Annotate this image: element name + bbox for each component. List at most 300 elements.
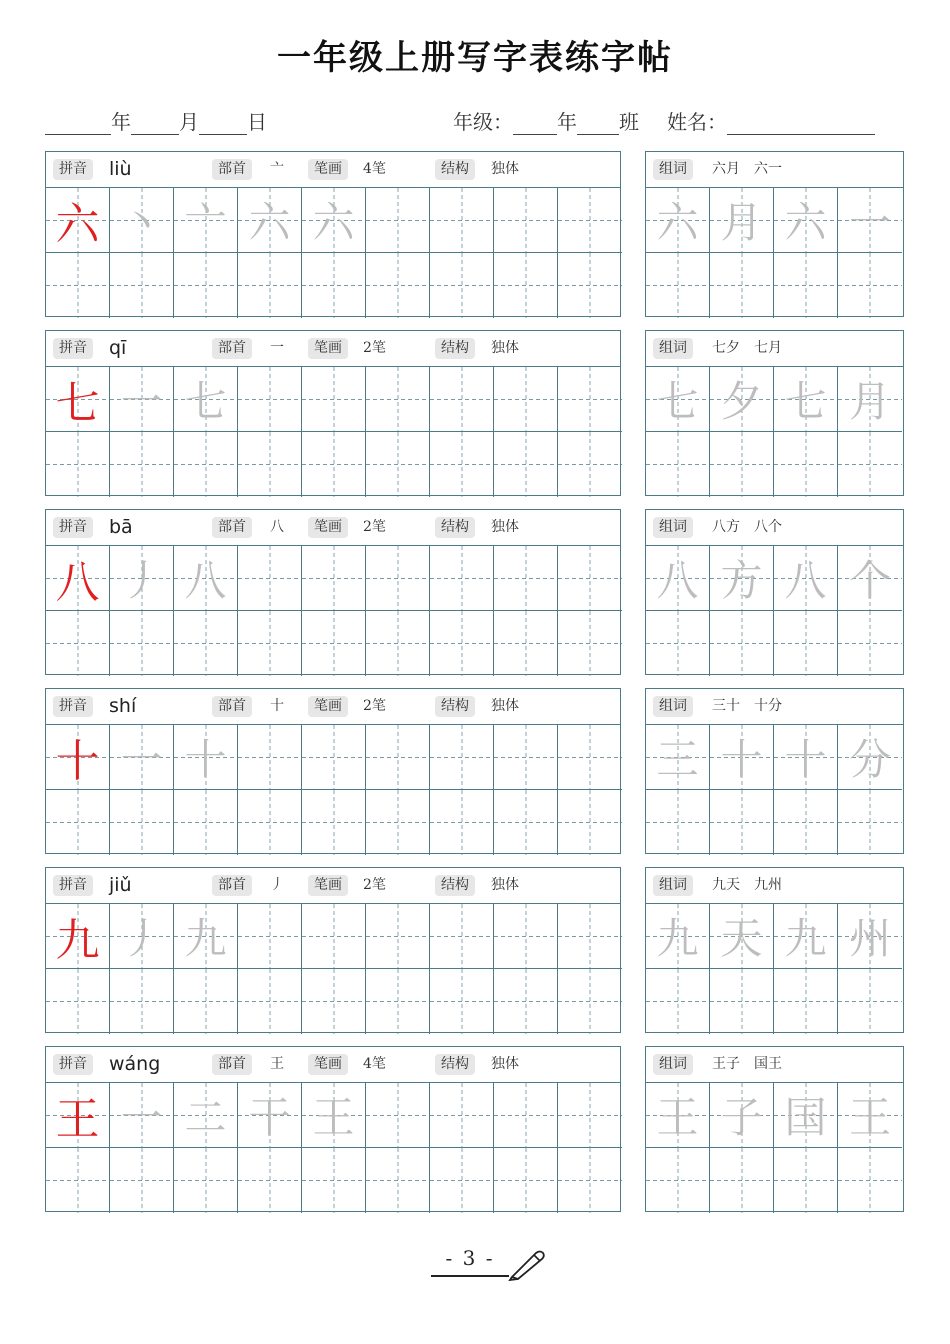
character-entry: [45, 509, 905, 677]
footer: [0, 1246, 950, 1286]
radical-tag: 部首: [212, 875, 252, 896]
grade-blank[interactable]: [513, 116, 557, 135]
writing-cell[interactable]: [430, 1148, 494, 1213]
writing-cell[interactable]: [558, 546, 622, 611]
radical-tag: 部首: [212, 696, 252, 717]
word-cell[interactable]: [710, 611, 774, 676]
writing-cell[interactable]: [238, 969, 302, 1034]
word-cell[interactable]: [646, 432, 710, 497]
strokes-tag: 笔画: [308, 517, 348, 538]
name-label: 姓名：: [667, 110, 727, 134]
word-cell[interactable]: [646, 790, 710, 855]
grid-guides: [838, 611, 902, 676]
writing-cell[interactable]: [238, 790, 302, 855]
structure-tag: 结构: [435, 696, 475, 717]
writing-cell[interactable]: [110, 790, 174, 855]
writing-cell[interactable]: [558, 253, 622, 318]
word-cell[interactable]: [710, 367, 774, 432]
model-character: 六: [55, 199, 100, 250]
info-row: [46, 510, 620, 546]
word-trace-character: 六: [784, 198, 827, 247]
structure-tag: 结构: [435, 1054, 475, 1075]
writing-cell[interactable]: [366, 904, 430, 969]
word-cell[interactable]: [710, 253, 774, 318]
stroke-order-character: 九: [184, 914, 227, 963]
grid-guides: [174, 790, 238, 855]
writing-cell[interactable]: [174, 367, 238, 432]
writing-cell[interactable]: [46, 1148, 110, 1213]
stroke-order-character: 六: [312, 198, 355, 247]
writing-cell[interactable]: [238, 253, 302, 318]
stroke-order-character: 六: [248, 198, 291, 247]
grid-guides: [494, 253, 558, 318]
writing-cell[interactable]: [430, 432, 494, 497]
writing-cell[interactable]: [46, 904, 110, 969]
grid-guides: [430, 188, 494, 253]
writing-cell[interactable]: [366, 367, 430, 432]
class-blank[interactable]: [577, 116, 619, 135]
writing-cell[interactable]: [494, 188, 558, 253]
grade-year-label: 年: [557, 110, 577, 134]
words-tag: 组词: [653, 1054, 693, 1075]
writing-cell[interactable]: [174, 969, 238, 1034]
writing-cell[interactable]: [430, 725, 494, 790]
grid-guides: [838, 432, 902, 497]
month-blank[interactable]: [131, 116, 179, 135]
grid-guides: [558, 1148, 622, 1213]
writing-cell[interactable]: [558, 725, 622, 790]
writing-cell[interactable]: [430, 367, 494, 432]
grid-guides: [558, 611, 622, 676]
grid-guides: [366, 904, 430, 969]
writing-cell[interactable]: [302, 790, 366, 855]
model-character: 八: [55, 557, 100, 608]
pinyin-tag: 拼音: [53, 696, 93, 717]
word-cell[interactable]: [710, 725, 774, 790]
stroke-order-character: 一: [120, 377, 163, 426]
grid-guides: [46, 1148, 110, 1213]
page-title: 一年级上册写字表练字帖: [277, 38, 673, 78]
writing-cell[interactable]: [174, 546, 238, 611]
pinyin-tag: 拼音: [53, 875, 93, 896]
writing-cell[interactable]: [366, 188, 430, 253]
writing-cell[interactable]: [238, 546, 302, 611]
word-cell[interactable]: [646, 188, 710, 253]
word-trace-character: 六: [656, 198, 699, 247]
word-cell[interactable]: [838, 790, 902, 855]
writing-cell[interactable]: [46, 188, 110, 253]
radical-value: 十: [270, 698, 284, 714]
writing-cell[interactable]: [494, 546, 558, 611]
character-entry: [45, 1046, 905, 1214]
writing-cell[interactable]: [46, 790, 110, 855]
writing-cell[interactable]: [46, 546, 110, 611]
grid-guides: [494, 790, 558, 855]
writing-cell[interactable]: [302, 725, 366, 790]
writing-cell[interactable]: [366, 1148, 430, 1213]
word-cell[interactable]: [710, 546, 774, 611]
pinyin-value: bā: [109, 516, 133, 538]
writing-cell[interactable]: [558, 611, 622, 676]
structure-value: 独体: [491, 519, 519, 535]
writing-cell[interactable]: [110, 188, 174, 253]
word-cell[interactable]: [646, 1083, 710, 1148]
word-trace-character: 七: [656, 377, 699, 426]
writing-cell[interactable]: [558, 188, 622, 253]
writing-cell[interactable]: [366, 725, 430, 790]
writing-cell[interactable]: [302, 611, 366, 676]
writing-cell[interactable]: [46, 367, 110, 432]
grid-guides: [366, 253, 430, 318]
grid-guides: [838, 969, 902, 1034]
word-cell[interactable]: [838, 725, 902, 790]
structure-tag: 结构: [435, 338, 475, 359]
grid-guides: [558, 188, 622, 253]
writing-cell[interactable]: [174, 904, 238, 969]
writing-cell[interactable]: [558, 1148, 622, 1213]
grid-guides: [174, 253, 238, 318]
pinyin-value: wáng: [109, 1053, 161, 1075]
writing-cell[interactable]: [430, 188, 494, 253]
writing-cell[interactable]: [110, 1148, 174, 1213]
writing-cell[interactable]: [302, 253, 366, 318]
radical-tag: 部首: [212, 1054, 252, 1075]
grid-guides: [710, 432, 774, 497]
pinyin-tag: 拼音: [53, 517, 93, 538]
stroke-order-character: 干: [248, 1093, 291, 1142]
word-cell[interactable]: [774, 1083, 838, 1148]
word-cell[interactable]: [838, 1148, 902, 1213]
structure-value: 独体: [491, 698, 519, 714]
model-character: 十: [55, 736, 100, 787]
writing-cell[interactable]: [174, 725, 238, 790]
word-cell[interactable]: [838, 432, 902, 497]
writing-cell[interactable]: [110, 1083, 174, 1148]
word-cell[interactable]: [774, 904, 838, 969]
writing-cell[interactable]: [174, 1083, 238, 1148]
grid-guides: [774, 790, 838, 855]
grid-guides: [430, 1148, 494, 1213]
grid-guides: [46, 790, 110, 855]
strokes-tag: 笔画: [308, 1054, 348, 1075]
writing-cell[interactable]: [174, 611, 238, 676]
grid-guides: [46, 432, 110, 497]
writing-cell[interactable]: [46, 432, 110, 497]
stroke-order-character: 八: [184, 556, 227, 605]
words-info-row: [646, 510, 903, 546]
writing-cell[interactable]: [494, 367, 558, 432]
writing-cell[interactable]: [558, 432, 622, 497]
grid-guides: [774, 969, 838, 1034]
writing-cell[interactable]: [110, 367, 174, 432]
info-row: [46, 868, 620, 904]
grid-guides: [110, 969, 174, 1034]
writing-cell[interactable]: [430, 253, 494, 318]
words-info-row: [646, 868, 903, 904]
word-cell[interactable]: [646, 367, 710, 432]
writing-cell[interactable]: [430, 904, 494, 969]
word-cell[interactable]: [646, 253, 710, 318]
grid-guides: [174, 1148, 238, 1213]
word-cell[interactable]: [774, 367, 838, 432]
writing-cell[interactable]: [494, 904, 558, 969]
writing-cell[interactable]: [110, 253, 174, 318]
writing-cell[interactable]: [494, 253, 558, 318]
character-entry: [45, 151, 905, 319]
word-trace-character: 十: [720, 735, 763, 784]
grid-guides: [366, 1148, 430, 1213]
word-cell[interactable]: [646, 969, 710, 1034]
writing-cell[interactable]: [494, 790, 558, 855]
writing-cell[interactable]: [110, 546, 174, 611]
writing-cell[interactable]: [494, 1148, 558, 1213]
writing-cell[interactable]: [302, 1148, 366, 1213]
radical-value: 八: [270, 519, 284, 535]
word-cell[interactable]: [774, 188, 838, 253]
writing-cell[interactable]: [494, 1083, 558, 1148]
writing-cell[interactable]: [430, 611, 494, 676]
writing-cell[interactable]: [302, 432, 366, 497]
pinyin-tag: 拼音: [53, 338, 93, 359]
writing-cell[interactable]: [238, 611, 302, 676]
grid-guides: [494, 725, 558, 790]
word-cell[interactable]: [838, 253, 902, 318]
writing-cell[interactable]: [238, 1083, 302, 1148]
grid-guides: [558, 432, 622, 497]
grid-guides: [430, 432, 494, 497]
word-cell[interactable]: [774, 611, 838, 676]
practice-box: [45, 509, 621, 675]
grid-guides: [494, 188, 558, 253]
name-blank[interactable]: [727, 116, 875, 135]
writing-cell[interactable]: [238, 367, 302, 432]
word-cell[interactable]: [774, 546, 838, 611]
month-label: 月: [179, 110, 199, 134]
grid-guides: [430, 790, 494, 855]
day-blank[interactable]: [199, 116, 247, 135]
structure-tag: 结构: [435, 159, 475, 180]
word-cell[interactable]: [838, 1083, 902, 1148]
grid-guides: [110, 790, 174, 855]
grid-guides: [302, 432, 366, 497]
word-trace-character: 十: [784, 735, 827, 784]
writing-cell[interactable]: [302, 904, 366, 969]
writing-cell[interactable]: [110, 611, 174, 676]
model-character: 七: [55, 378, 100, 429]
writing-cell[interactable]: [46, 725, 110, 790]
strokes-tag: 笔画: [308, 159, 348, 180]
writing-cell[interactable]: [174, 188, 238, 253]
word-trace-character: 州: [848, 914, 891, 963]
words-tag: 组词: [653, 338, 693, 359]
word-cell[interactable]: [774, 432, 838, 497]
words-value: 八方 八个: [712, 519, 782, 535]
word-cell[interactable]: [838, 969, 902, 1034]
grid-guides: [494, 969, 558, 1034]
writing-cell[interactable]: [238, 725, 302, 790]
word-trace-character: 八: [656, 556, 699, 605]
writing-cell[interactable]: [110, 904, 174, 969]
word-cell[interactable]: [838, 188, 902, 253]
info-row: [46, 152, 620, 188]
word-cell[interactable]: [774, 790, 838, 855]
stroke-order-character: 二: [184, 1093, 227, 1142]
strokes-value: 2笔: [363, 340, 386, 356]
writing-cell[interactable]: [174, 253, 238, 318]
pen-icon: [508, 1249, 546, 1281]
grid-guides: [494, 1083, 558, 1148]
word-cell[interactable]: [710, 904, 774, 969]
writing-cell[interactable]: [430, 969, 494, 1034]
grid-guides: [110, 432, 174, 497]
word-trace-character: 九: [784, 914, 827, 963]
writing-cell[interactable]: [238, 432, 302, 497]
word-cell[interactable]: [838, 367, 902, 432]
word-cell[interactable]: [646, 1148, 710, 1213]
grid-guides: [110, 1148, 174, 1213]
writing-cell[interactable]: [302, 367, 366, 432]
writing-cell[interactable]: [174, 1148, 238, 1213]
word-cell[interactable]: [838, 611, 902, 676]
word-cell[interactable]: [774, 253, 838, 318]
grid-guides: [238, 611, 302, 676]
word-cell[interactable]: [646, 546, 710, 611]
grid-guides: [238, 969, 302, 1034]
writing-cell[interactable]: [302, 188, 366, 253]
writing-cell[interactable]: [174, 432, 238, 497]
radical-value: 丿: [270, 877, 284, 893]
structure-tag: 结构: [435, 517, 475, 538]
writing-cell[interactable]: [494, 725, 558, 790]
date-fields: [45, 106, 267, 135]
grid-guides: [430, 546, 494, 611]
word-trace-character: 子: [720, 1093, 763, 1142]
writing-cell[interactable]: [238, 188, 302, 253]
word-cell[interactable]: [774, 969, 838, 1034]
word-cell[interactable]: [710, 790, 774, 855]
writing-cell[interactable]: [174, 790, 238, 855]
class-label: 班: [619, 110, 639, 134]
writing-cell[interactable]: [558, 1083, 622, 1148]
year-label: 年: [111, 110, 131, 134]
writing-cell[interactable]: [366, 790, 430, 855]
writing-cell[interactable]: [110, 969, 174, 1034]
writing-cell[interactable]: [238, 1148, 302, 1213]
grid-guides: [558, 253, 622, 318]
writing-cell[interactable]: [110, 432, 174, 497]
writing-cell[interactable]: [238, 904, 302, 969]
writing-cell[interactable]: [366, 253, 430, 318]
writing-cell[interactable]: [430, 790, 494, 855]
model-character: 王: [55, 1094, 100, 1145]
grid-guides: [174, 611, 238, 676]
writing-cell[interactable]: [302, 969, 366, 1034]
writing-cell[interactable]: [430, 546, 494, 611]
word-cell[interactable]: [710, 969, 774, 1034]
year-blank[interactable]: [45, 116, 111, 135]
grid-guides: [838, 790, 902, 855]
word-cell[interactable]: [838, 546, 902, 611]
writing-cell[interactable]: [366, 432, 430, 497]
grid-guides: [302, 969, 366, 1034]
writing-cell[interactable]: [558, 790, 622, 855]
grid-guides: [494, 367, 558, 432]
practice-box: [45, 1046, 621, 1212]
word-cell[interactable]: [710, 432, 774, 497]
writing-cell[interactable]: [302, 1083, 366, 1148]
writing-cell[interactable]: [366, 969, 430, 1034]
strokes-tag: 笔画: [308, 875, 348, 896]
grid-guides: [774, 1148, 838, 1213]
word-cell[interactable]: [710, 188, 774, 253]
word-cell[interactable]: [774, 1148, 838, 1213]
word-cell[interactable]: [646, 904, 710, 969]
writing-cell[interactable]: [366, 1083, 430, 1148]
word-cell[interactable]: [646, 611, 710, 676]
grid-guides: [302, 904, 366, 969]
grid-guides: [302, 790, 366, 855]
radical-value: 一: [270, 340, 284, 356]
grid-guides: [710, 611, 774, 676]
word-trace-character: 方: [720, 556, 763, 605]
word-cell[interactable]: [774, 725, 838, 790]
grid-guides: [238, 1148, 302, 1213]
grid-guides: [302, 546, 366, 611]
writing-cell[interactable]: [494, 969, 558, 1034]
writing-cell[interactable]: [558, 367, 622, 432]
word-cell[interactable]: [838, 904, 902, 969]
word-cell[interactable]: [710, 1083, 774, 1148]
writing-cell[interactable]: [366, 611, 430, 676]
writing-cell[interactable]: [110, 725, 174, 790]
info-row: [46, 331, 620, 367]
writing-cell[interactable]: [558, 904, 622, 969]
writing-cell[interactable]: [46, 253, 110, 318]
grid-guides: [366, 790, 430, 855]
words-tag: 组词: [653, 875, 693, 896]
grid-guides: [646, 432, 710, 497]
grid-guides: [558, 367, 622, 432]
stroke-order-character: 亠: [184, 198, 227, 247]
writing-cell[interactable]: [46, 611, 110, 676]
writing-cell[interactable]: [430, 1083, 494, 1148]
writing-cell[interactable]: [366, 546, 430, 611]
word-cell[interactable]: [710, 1148, 774, 1213]
writing-cell[interactable]: [494, 611, 558, 676]
info-row: [46, 1047, 620, 1083]
writing-cell[interactable]: [46, 969, 110, 1034]
grid-guides: [710, 253, 774, 318]
words-box: [645, 509, 904, 675]
writing-cell[interactable]: [302, 546, 366, 611]
word-trace-character: 天: [720, 914, 763, 963]
word-trace-character: 月: [848, 377, 891, 426]
writing-cell[interactable]: [46, 1083, 110, 1148]
writing-cell[interactable]: [494, 432, 558, 497]
grid-guides: [430, 253, 494, 318]
grid-guides: [174, 969, 238, 1034]
grid-guides: [558, 969, 622, 1034]
words-box: [645, 330, 904, 496]
grid-guides: [646, 790, 710, 855]
grid-guides: [558, 1083, 622, 1148]
grid-guides: [430, 904, 494, 969]
word-cell[interactable]: [646, 725, 710, 790]
grid-guides: [238, 432, 302, 497]
words-box: [645, 688, 904, 854]
writing-cell[interactable]: [558, 969, 622, 1034]
words-box: [645, 151, 904, 317]
